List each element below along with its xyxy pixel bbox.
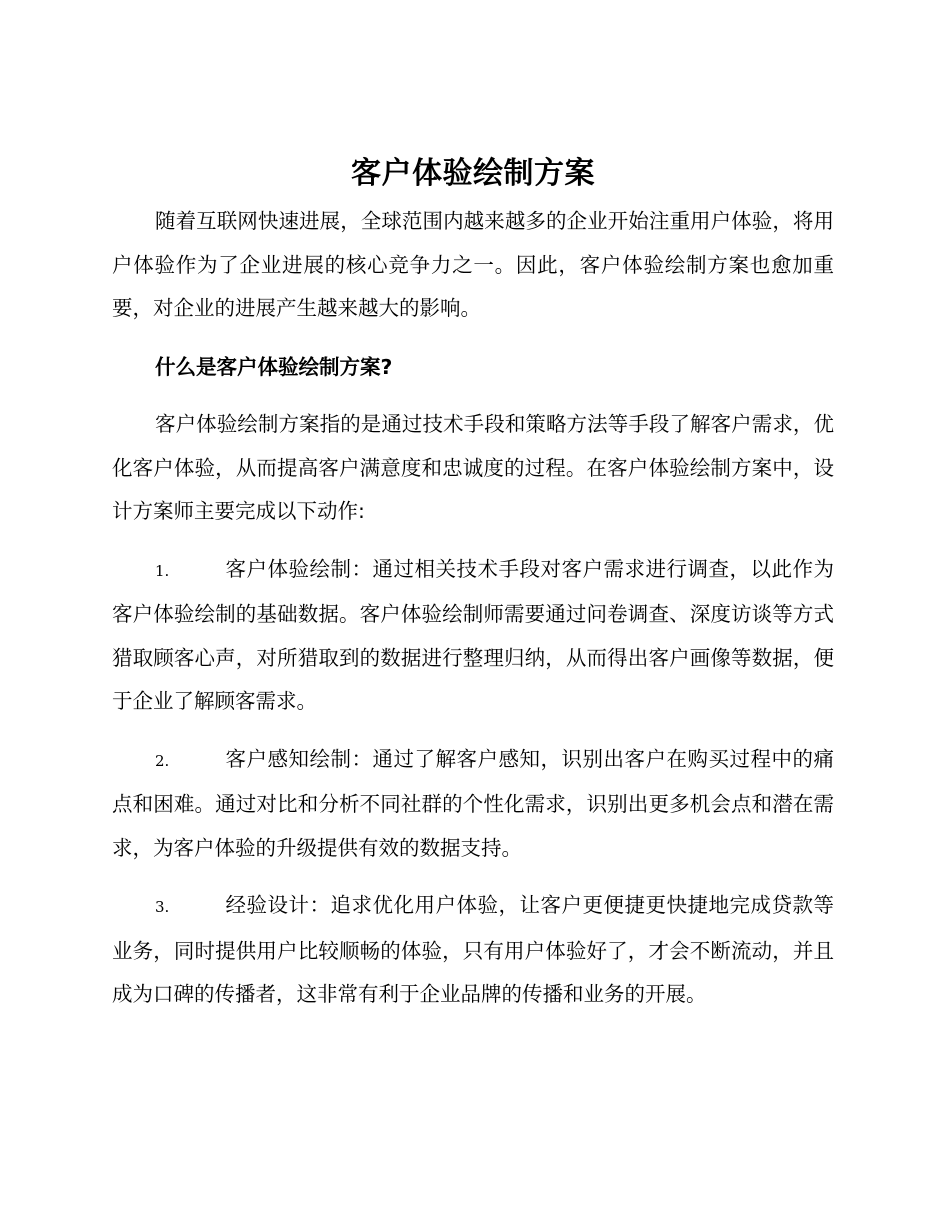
list-number: 1.: [155, 561, 170, 580]
document-page: [112, 148, 834, 1017]
list-item-3: [112, 884, 834, 1017]
list-item-text: 经验设计：追求优化用户体验，让客户更便捷更快捷地完成贷款等业务，同时提供用户比较顺畅的体验，只有用户体验好了，才会不断流动，并且成为口碑的传播者，这非常有利于企业品牌的传播和业务的开展。: [112, 893, 834, 1006]
section-body-paragraph: 客户体验绘制方案指的是通过技术手段和策略方法等手段了解客户需求，优化客户体验，从而提高客户满意度和忠诚度的过程。在客户体验绘制方案中，设计方案师主要完成以下动作:: [112, 412, 834, 523]
section-heading: 什么是客户体验绘制方案?: [155, 354, 393, 379]
intro-paragraph: 随着互联网快速进展，全球范围内越来越多的企业开始注重用户体验，将用户体验作为了企业进展的核心竞争力之一。因此，客户体验绘制方案也愈加重要，对企业的进展产生越来越大的影响。: [112, 209, 834, 320]
document-title: 客户体验绘制方案: [351, 156, 595, 191]
list-item-text: 客户感知绘制：通过了解客户感知，识别出客户在购买过程中的痛点和困难。通过对比和分析不同社群的个性化需求，识别出更多机会点和潜在需求，为客户体验的升级提供有效的数据支持。: [112, 746, 834, 860]
list-number: 2.: [155, 751, 170, 770]
list-item-text: 客户体验绘制：通过相关技术手段对客户需求进行调查，以此作为客户体验绘制的基础数据。客户体验绘制师需要通过问卷调查、深度访谈等方式猎取顾客心声，对所猎取到的数据进行整理归纳，从而得出客户画像等数据，便于企业了解顾客需求。: [112, 556, 834, 713]
list-number: 3.: [155, 898, 170, 916]
list-item-1: [112, 548, 834, 724]
list-item-2: [112, 738, 834, 871]
